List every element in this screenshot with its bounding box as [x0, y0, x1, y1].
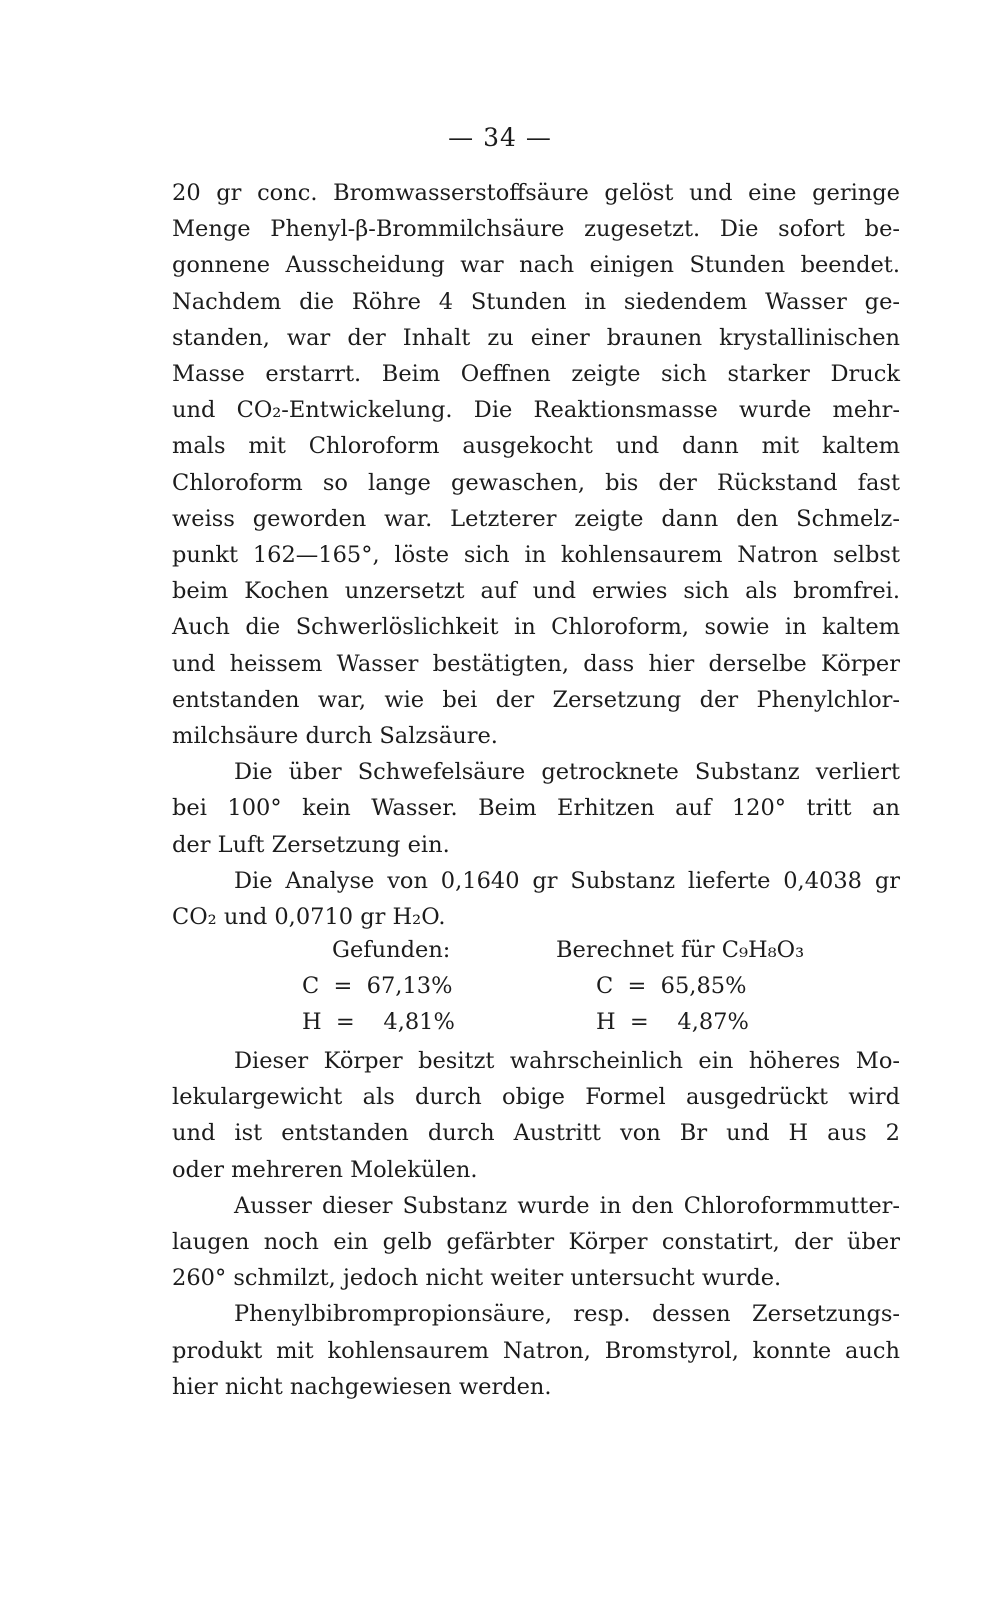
text-line: hier nicht nachgewiesen werden.: [172, 1373, 552, 1400]
text-line: mals mit Chloroform ausgekocht und dann mit kaltem: [172, 433, 900, 460]
text-line: Phenylbibrompropionsäure, resp. dessen Zersetzungs-: [234, 1301, 900, 1328]
text-line: 20 gr conc. Bromwasserstoffsäure gelöst und eine geringe: [172, 180, 900, 206]
text-line: entstanden war, wie bei der Zersetzung der Phenylchlor-: [172, 686, 900, 713]
text-line: 260° schmilzt, jedoch nicht weiter untersucht wurde.: [172, 1265, 782, 1292]
text-line: oder mehreren Molekülen.: [172, 1156, 478, 1183]
text-line: der Luft Zersetzung ein.: [172, 831, 450, 858]
text-line: Ausser dieser Substanz wurde in den Chloroformmutter-: [234, 1192, 900, 1219]
calculated-value: H = 4,87%: [596, 1009, 749, 1036]
text-line: Die über Schwefelsäure getrocknete Substanz verliert: [234, 759, 900, 786]
body-text-top: [172, 175, 900, 935]
found-value: H = 4,81%: [302, 1009, 455, 1036]
results-row: [172, 968, 900, 1004]
text-line: Masse erstarrt. Beim Oeffnen zeigte sich starker Druck: [172, 361, 900, 388]
results-heading-row: [172, 932, 900, 968]
text-line: gonnene Ausscheidung war nach einigen Stunden beendet.: [172, 252, 900, 279]
text-line: CO₂ und 0,0710 gr H₂O.: [172, 904, 446, 931]
text-line: laugen noch ein gelb gefärbter Körper constatirt, der über: [172, 1229, 900, 1256]
text-line: lekulargewicht als durch obige Formel ausgedrückt wird: [172, 1084, 900, 1111]
text-line: standen, war der Inhalt zu einer braunen krystallinischen: [172, 324, 900, 351]
results-row: [172, 1004, 900, 1040]
analysis-results: [172, 932, 900, 1041]
found-value: C = 67,13%: [302, 973, 453, 1000]
calculated-value: C = 65,85%: [596, 973, 747, 1000]
text-line: Dieser Körper besitzt wahrscheinlich ein höheres Mo-: [234, 1048, 900, 1074]
text-line: Die Analyse von 0,1640 gr Substanz lieferte 0,4038 gr: [234, 867, 900, 894]
text-line: bei 100° kein Wasser. Beim Erhitzen auf 120° tritt an: [172, 795, 900, 822]
page-number: — 34 —: [448, 123, 552, 152]
text-line: Auch die Schwerlöslichkeit in Chloroform, sowie in kaltem: [172, 614, 900, 641]
calculated-heading: Berechnet für C₉H₈O₃: [556, 937, 805, 963]
text-line: weiss geworden war. Letzterer zeigte dann den Schmelz-: [172, 505, 900, 532]
text-line: Chloroform so lange gewaschen, bis der Rückstand fast: [172, 469, 900, 496]
text-line: Menge Phenyl-β-Brommilchsäure zugesetzt. Die sofort be-: [172, 216, 900, 243]
text-line: beim Kochen unzersetzt auf und erwies sich als bromfrei.: [172, 578, 900, 605]
text-line: und ist entstanden durch Austritt von Br und H aus 2: [172, 1120, 900, 1147]
text-line: und CO₂-Entwickelung. Die Reaktionsmasse wurde mehr-: [172, 397, 900, 424]
text-line: produkt mit kohlensaurem Natron, Bromstyrol, konnte auch: [172, 1337, 900, 1364]
text-line: milchsäure durch Salzsäure.: [172, 723, 498, 750]
text-line: punkt 162—165°, löste sich in kohlensaurem Natron selbst: [172, 542, 900, 569]
text-line: und heissem Wasser bestätigten, dass hier derselbe Körper: [172, 650, 900, 677]
body-text-bottom: [172, 1043, 900, 1405]
text-line: Nachdem die Röhre 4 Stunden in siedendem Wasser ge-: [172, 288, 900, 315]
found-heading: Gefunden:: [332, 937, 451, 963]
